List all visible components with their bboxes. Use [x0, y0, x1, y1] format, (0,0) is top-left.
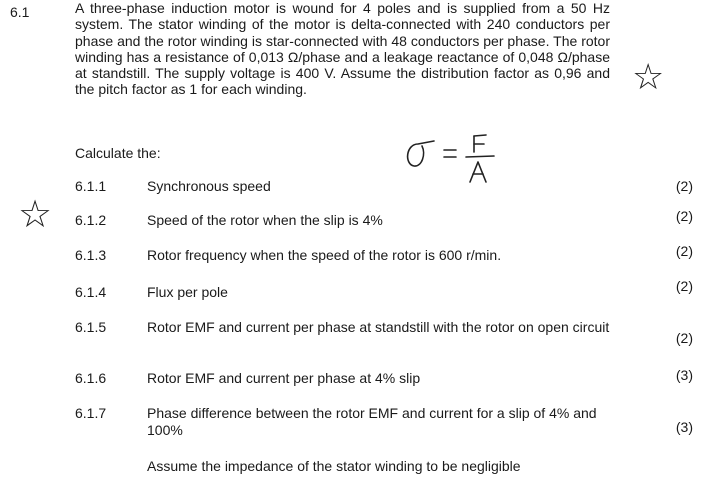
subquestion-text: Flux per pole	[147, 284, 228, 300]
handwritten-formula	[400, 130, 510, 190]
subquestion-marks: (2)	[675, 330, 693, 346]
subquestion-text: Speed of the rotor when the slip is 4%	[147, 212, 383, 228]
star-icon: ☆	[632, 57, 665, 98]
subquestion-number: 6.1.5	[75, 319, 107, 335]
subquestion-number: 6.1.6	[75, 370, 107, 386]
subquestion-text: Rotor EMF and current per phase at standstill with the rotor on open circuit	[147, 319, 610, 335]
subquestion-number: 6.1.3	[75, 247, 107, 263]
subquestion-number: 6.1.4	[75, 284, 107, 300]
subquestion-marks: (2)	[675, 178, 693, 194]
subquestion-number: 6.1.2	[75, 212, 107, 228]
question-intro: A three-phase induction motor is wound for 4 poles and is supplied from a 50 Hz system. The stator winding of the motor is delta-connected with 240 conductors per phase and the rotor winding is star-connected with 48 conductors per phase. The rotor winding has a resistance of 0,013 Ω/phase and a leakage reactance of 0,048 Ω/phase at standstill. The supply voltage is 400 V. Assume the distribution factor as 0,96 and the pitch factor as 1 for each winding.	[75, 0, 610, 98]
calculate-label: Calculate the:	[75, 145, 161, 161]
subquestion-marks: (2)	[675, 243, 693, 259]
subquestion-text: Rotor frequency when the speed of the rotor is 600 r/min.	[147, 247, 502, 263]
subquestion-marks: (3)	[675, 367, 693, 383]
subquestion-marks: (2)	[675, 278, 693, 294]
subquestion-number: 6.1.1	[75, 178, 107, 194]
subquestion-text: Synchronous speed	[147, 178, 271, 194]
subquestion-marks: (2)	[675, 208, 693, 224]
question-number: 6.1	[10, 4, 30, 20]
subquestion-text: Rotor EMF and current per phase at 4% slip	[147, 370, 421, 386]
subquestion-marks: (3)	[675, 419, 693, 435]
footer-note: Assume the impedance of the stator winding to be negligible	[147, 458, 521, 474]
subquestion-number: 6.1.7	[75, 405, 107, 421]
subquestion-text: Phase difference between the rotor EMF and current for a slip of 4% and 100%	[147, 405, 597, 438]
star-icon: ☆	[18, 192, 53, 236]
